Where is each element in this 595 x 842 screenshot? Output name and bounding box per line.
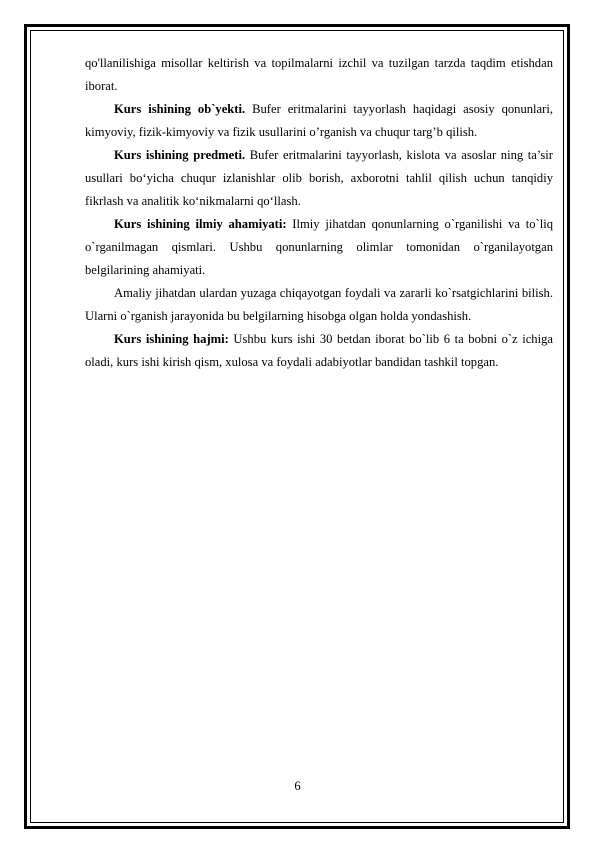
page-number: 6 (294, 779, 301, 793)
paragraph-text: Amaliy jihatdan ulardan yuzaga chiqayotgan foydali va zararli ko`rsatgichlarini bilish. Ularni o`rganish jarayonida bu belgilarning hisobga olgan holda yondashish. (85, 286, 553, 323)
paragraph-practical (85, 282, 553, 328)
paragraph-heading: Kurs ishining ob`yekti. (114, 102, 246, 116)
paragraph-object (85, 98, 553, 144)
paragraph-text: Bufer eritmalarini tayyorlash haqidagi asosiy qonunlari, kimyoviy, fizik-kimyoviy va fizik usullarini o’rganish va chuqur targ’b qilish. (85, 102, 553, 139)
paragraph-text: Ushbu kurs ishi 30 betdan iborat bo`lib 6 ta bobni o`z ichiga oladi, kurs ishi kirish qism, xulosa va foydali adabiyotlar bandidan tashkil topgan. (85, 332, 553, 369)
paragraph-text: Ilmiy jihatdan qonunlarning o`rganilishi va to`liq o`rganilmagan qismlari. Ushbu qonunlarning olimlar tomonidan o`rganilayotgan belgilarining ahamiyati. (85, 217, 553, 277)
paragraph-continuation (85, 52, 553, 98)
document-body (85, 52, 553, 374)
paragraph-significance (85, 213, 553, 282)
paragraph-heading: Kurs ishining ilmiy ahamiyati: (114, 217, 287, 231)
paragraph-volume (85, 328, 553, 374)
paragraph-heading: Kurs ishining predmeti. (114, 148, 246, 162)
paragraph-text: Bufer eritmalarini tayyorlash, kislota va asoslar ning ta’sir usullari bo‘yicha chuqur izlanishlar olib borish, axborotni tahlil qilish uchun tanqidiy fikrlash va analitik ko‘nikmalarni qo‘llash. (85, 148, 553, 208)
paragraph-text: qo'llanilishiga misollar keltirish va topilmalarni izchil va tuzilgan tarzda taqdim etishdan iborat. (85, 56, 553, 93)
paragraph-subject (85, 144, 553, 213)
paragraph-heading: Kurs ishining hajmi: (114, 332, 229, 346)
